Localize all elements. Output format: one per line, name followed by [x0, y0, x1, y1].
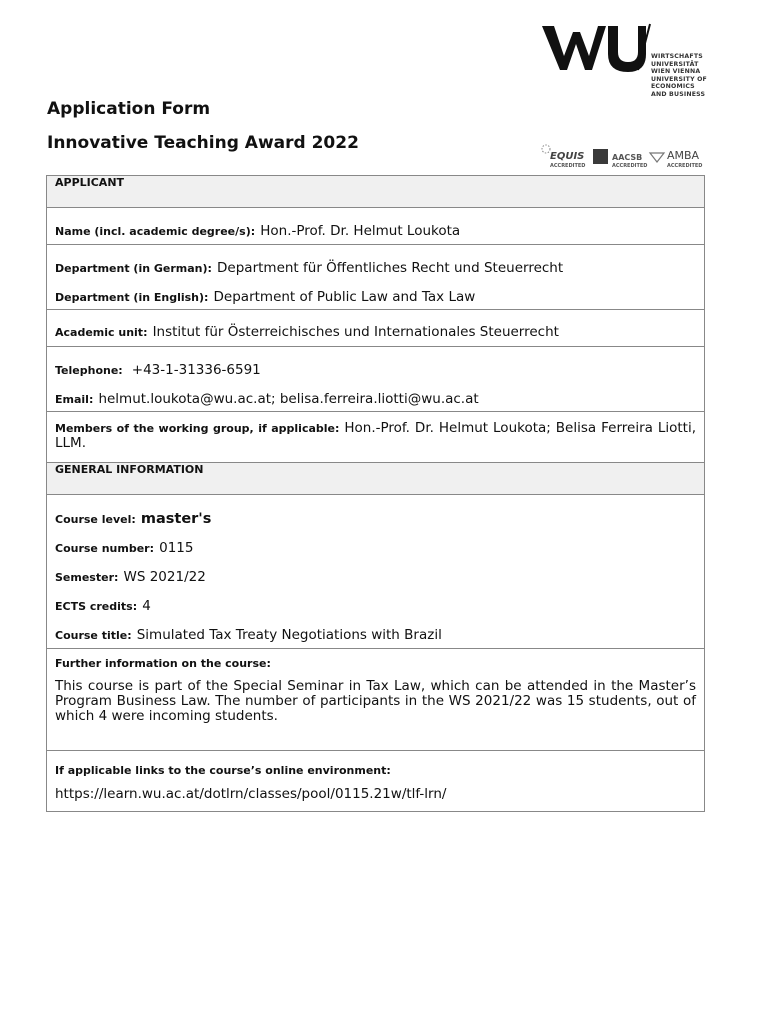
course-title-value: Simulated Tax Treaty Negotiations with Brazil — [136, 627, 442, 643]
dept-en-label: Department (in English): — [55, 291, 209, 304]
number-label: Course number: — [55, 542, 155, 555]
department-row — [47, 245, 705, 310]
name-value: Hon.-Prof. Dr. Helmut Loukota — [260, 223, 461, 239]
further-info-row — [47, 649, 705, 751]
page-subtitle: Innovative Teaching Award 2022 — [47, 133, 359, 153]
ects-label: ECTS credits: — [55, 600, 138, 613]
members-row — [47, 412, 705, 463]
amba-diamond-icon — [648, 151, 666, 163]
applicant-section-label: APPLICANT — [47, 176, 705, 208]
equis-logo: EQUIS — [550, 151, 585, 162]
name-row — [47, 208, 705, 245]
level-value: master's — [140, 511, 212, 527]
phone-label: Telephone: — [55, 364, 123, 377]
ects-value: 4 — [142, 598, 151, 614]
email-label: Email: — [55, 393, 94, 406]
equis-caption: ACCREDITED — [550, 163, 586, 169]
semester-label: Semester: — [55, 571, 119, 584]
course-title-label: Course title: — [55, 629, 132, 642]
unit-value: Institut für Österreichisches und Internationales Steuerrecht — [152, 324, 559, 340]
further-info-label: Further information on the course: — [55, 657, 271, 670]
course-details-row — [47, 495, 705, 649]
dept-en-value: Department of Public Law and Tax Law — [213, 289, 476, 305]
general-header-row — [47, 463, 705, 495]
further-info-value: This course is part of the Special Seminar in Tax Law, which can be attended in the Master’s Program Business Law. The number of participants in the WS 2021/22 was 15 students, out of which 4 were incoming students. — [55, 678, 696, 724]
members-value: Hon.-Prof. Dr. Helmut Loukota; Belisa Ferreira Liotti, LLM. — [55, 420, 697, 451]
links-value: https://learn.wu.ac.at/dotlrn/classes/pool/0115.21w/tlf-lrn/ — [55, 786, 447, 802]
contact-row — [47, 347, 705, 412]
phone-value: +43-1-31336-6591 — [131, 362, 261, 378]
amba-caption: ACCREDITED — [667, 163, 703, 169]
aacsb-icon — [593, 149, 608, 164]
page-title: Application Form — [47, 99, 211, 119]
applicant-header-row — [47, 176, 705, 208]
number-value: 0115 — [159, 540, 194, 556]
level-label: Course level: — [55, 513, 136, 526]
accreditation-logos — [540, 143, 705, 171]
general-section-label: GENERAL INFORMATION — [47, 463, 705, 495]
links-label: If applicable links to the course’s online environment: — [55, 764, 391, 777]
dept-de-label: Department (in German): — [55, 262, 212, 275]
wu-logo-text: WIRTSCHAFTS UNIVERSITÄT WIEN VIENNA UNIVERSITY OF ECONOMICS AND BUSINESS — [651, 53, 707, 98]
application-form-table — [46, 175, 705, 812]
aacsb-caption: ACCREDITED — [612, 163, 648, 169]
dept-de-value: Department für Öffentliches Recht und Steuerrecht — [217, 260, 564, 276]
unit-label: Academic unit: — [55, 326, 148, 339]
wu-logo — [542, 22, 707, 104]
amba-logo: AMBA — [667, 149, 700, 162]
aacsb-logo: AACSB — [612, 153, 643, 162]
members-label: Members of the working group, if applicable: — [55, 422, 340, 435]
email-value: helmut.loukota@wu.ac.at; belisa.ferreira.liotti@wu.ac.at — [98, 391, 479, 407]
name-label: Name (incl. academic degree/s): — [55, 225, 256, 238]
academic-unit-row — [47, 310, 705, 347]
links-row — [47, 751, 705, 812]
semester-value: WS 2021/22 — [123, 569, 206, 585]
wu-logo-mark — [542, 22, 652, 74]
